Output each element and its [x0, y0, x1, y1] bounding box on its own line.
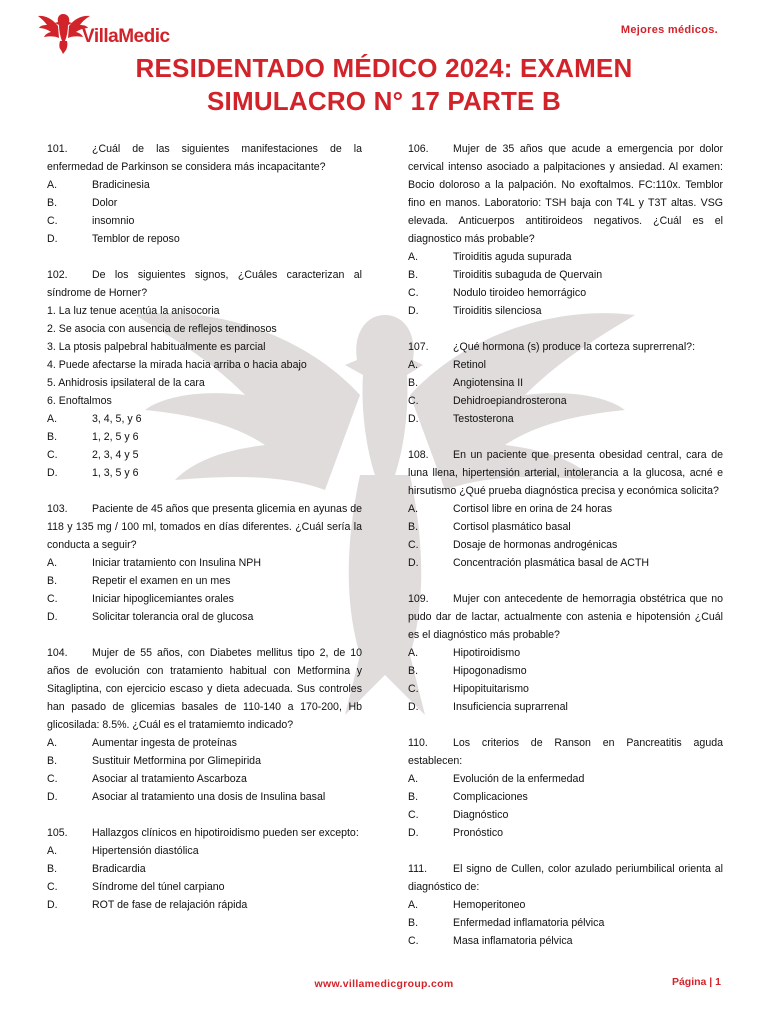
question-104: [47, 644, 362, 806]
option-c[interactable]: [47, 590, 362, 608]
question-text: En un paciente que presenta obesidad central, cara de luna llena, hipertensión arterial, intolerancia a la glucosa, acné e hirsutismo ¿Qué prueba diagnóstica precisa y económica solicita?: [408, 449, 723, 497]
option-letter: D.: [47, 899, 58, 911]
header-tagline: Mejores médicos.: [620, 24, 718, 36]
option-text: Bradicardia: [92, 863, 146, 875]
option-text: Dolor: [92, 197, 118, 209]
question-number: 110.: [408, 737, 428, 749]
option-text: Síndrome del túnel carpiano: [92, 881, 225, 893]
option-b[interactable]: [408, 914, 723, 932]
option-letter: C.: [47, 881, 58, 893]
list-item: 1. La luz tenue acentúa la anisocoria: [47, 305, 220, 317]
option-letter: D.: [47, 791, 58, 803]
option-letter: D.: [47, 611, 58, 623]
option-text: Hipotiroidismo: [453, 647, 521, 659]
option-b[interactable]: [47, 428, 362, 446]
right-column: [408, 140, 723, 968]
question-stem: [47, 644, 362, 734]
option-text: Hemoperitoneo: [453, 899, 526, 911]
option-letter: A.: [408, 503, 419, 515]
option-text: insomnio: [92, 215, 135, 227]
question-stem: [408, 734, 723, 770]
option-letter: C.: [47, 773, 58, 785]
option-letter: A.: [408, 773, 419, 785]
option-text: Tiroiditis silenciosa: [453, 305, 542, 317]
question-text: De los siguientes signos, ¿Cuáles caracterizan al síndrome de Horner?: [47, 269, 362, 299]
option-letter: B.: [47, 755, 58, 767]
option-d[interactable]: [408, 410, 723, 428]
question-number: 109.: [408, 593, 429, 605]
option-c[interactable]: [47, 212, 362, 230]
option-letter: D.: [408, 557, 419, 569]
question-107: [408, 338, 723, 428]
question-stem: [47, 266, 362, 302]
option-text: Nodulo tiroideo hemorrágico: [453, 287, 587, 299]
question-text: Mujer de 55 años, con Diabetes mellitus tipo 2, de 10 años de evolución con tratamiento habitual con Metformina y Sitagliptina, con ejercicio escaso y dieta adecuada. Sus controles han pasado de glicemias basales de 110-140 a 170-200, Hb glicosilada: 8.5%. ¿Cuál es el tratamiemto indicado?: [47, 647, 362, 731]
option-letter: B.: [408, 665, 419, 677]
option-letter: C.: [47, 449, 58, 461]
option-letter: D.: [408, 827, 419, 839]
question-101: [47, 140, 362, 248]
option-letter: B.: [47, 575, 58, 587]
option-d[interactable]: [408, 302, 723, 320]
option-a[interactable]: [408, 356, 723, 374]
question-number: 101.: [47, 143, 68, 155]
option-c[interactable]: [408, 392, 723, 410]
page-header: [0, 0, 768, 50]
option-c[interactable]: [408, 680, 723, 698]
option-letter: B.: [47, 431, 58, 443]
option-text: Tiroiditis aguda supurada: [453, 251, 572, 263]
option-a[interactable]: [47, 554, 362, 572]
question-stem: [47, 500, 362, 554]
option-b[interactable]: [47, 860, 362, 878]
option-letter: C.: [408, 287, 419, 299]
question-text: Mujer con antecedente de hemorragia obstétrica que no pudo dar de lactar, actualmente con astenia e hipotensión ¿Cuál es el diagnóstico más probable?: [408, 593, 723, 641]
option-letter: A.: [408, 251, 419, 263]
title-line-1: RESIDENTADO MÉDICO 2024: EXAMEN: [135, 53, 633, 83]
question-stem: [47, 824, 362, 842]
question-110: [408, 734, 723, 842]
left-column: [47, 140, 362, 932]
footer-url-link[interactable]: www.villamedicgroup.com: [314, 978, 454, 990]
option-d[interactable]: [408, 824, 723, 842]
option-letter: D.: [408, 413, 419, 425]
option-text: Evolución de la enfermedad: [453, 773, 585, 785]
option-letter: A.: [47, 737, 58, 749]
option-letter: C.: [408, 683, 419, 695]
logo-text: VillaMedic: [82, 26, 170, 47]
option-c[interactable]: [47, 446, 362, 464]
option-text: 3, 4, 5, y 6: [92, 413, 142, 425]
option-a[interactable]: [408, 248, 723, 266]
option-text: Dosaje de hormonas androgénicas: [453, 539, 618, 551]
option-letter: C.: [408, 539, 419, 551]
option-text: Insuficiencia suprarrenal: [453, 701, 568, 713]
option-c[interactable]: [47, 770, 362, 788]
question-text: Hallazgos clínicos en hipotiroidismo pueden ser excepto:: [92, 827, 359, 839]
option-letter: D.: [47, 467, 58, 479]
question-text: ¿Cuál de las siguientes manifestaciones de la enfermedad de Parkinson se considera más incapacitante?: [47, 143, 362, 173]
option-letter: B.: [408, 377, 419, 389]
option-letter: C.: [408, 935, 419, 947]
question-number: 103.: [47, 503, 68, 515]
question-103: [47, 500, 362, 626]
question-stem: [408, 446, 723, 500]
question-106: [408, 140, 723, 320]
option-a[interactable]: [408, 770, 723, 788]
option-letter: C.: [408, 809, 419, 821]
question-text: El signo de Cullen, color azulado periumbilical orienta al diagnóstico de:: [408, 863, 723, 893]
option-text: Tiroiditis subaguda de Quervain: [453, 269, 603, 281]
option-letter: A.: [47, 845, 58, 857]
option-c[interactable]: [408, 284, 723, 302]
option-text: Hipogonadismo: [453, 665, 527, 677]
option-a[interactable]: [47, 842, 362, 860]
option-d[interactable]: [47, 896, 362, 914]
option-a[interactable]: [47, 410, 362, 428]
option-text: Angiotensina II: [453, 377, 524, 389]
question-number: 106.: [408, 143, 429, 155]
option-text: Cortisol plasmático basal: [453, 521, 571, 533]
option-text: Dehidroepiandrosterona: [453, 395, 567, 407]
question-text: ¿Qué hormona (s) produce la corteza suprerrenal?:: [453, 341, 696, 353]
question-text: Mujer de 35 años que acude a emergencia por dolor cervical intenso asociado a palpitaciones y ansiedad. Al examen: Bocio doloroso a la palpación. No exoftalmos. FC:110x. Temblor fino en manos. Laboratorio: TSH baja con T4L y T3T altas. VSG elevada. Anticuerpos antitiroideos negativos. ¿Cuál es el diagnostico más probable?: [408, 143, 723, 245]
question-number: 104.: [47, 647, 68, 659]
option-letter: B.: [408, 269, 419, 281]
option-letter: C.: [47, 593, 58, 605]
option-letter: D.: [408, 305, 419, 317]
question-105: [47, 824, 362, 914]
option-text: Enfermedad inflamatoria pélvica: [453, 917, 605, 929]
option-letter: B.: [47, 863, 58, 875]
option-d[interactable]: [47, 608, 362, 626]
option-b[interactable]: [47, 572, 362, 590]
option-c[interactable]: [408, 806, 723, 824]
option-text: Testosterona: [453, 413, 514, 425]
option-a[interactable]: [408, 644, 723, 662]
list-item: 2. Se asocia con ausencia de reflejos tendinosos: [47, 323, 277, 335]
question-number: 107.: [408, 341, 429, 353]
option-letter: C.: [408, 395, 419, 407]
option-text: Hipertensión diastólica: [92, 845, 199, 857]
option-text: Concentración plasmática basal de ACTH: [453, 557, 650, 569]
option-c[interactable]: [408, 536, 723, 554]
option-text: Temblor de reposo: [92, 233, 180, 245]
option-text: Iniciar tratamiento con Insulina NPH: [92, 557, 261, 569]
question-stem: [408, 140, 723, 248]
option-text: 1, 2, 5 y 6: [92, 431, 139, 443]
option-b[interactable]: [408, 662, 723, 680]
option-text: Retinol: [453, 359, 486, 371]
list-item: 3. La ptosis palpebral habitualmente es parcial: [47, 341, 266, 353]
option-text: Hipopituitarismo: [453, 683, 529, 695]
option-letter: A.: [408, 647, 419, 659]
option-text: Diagnóstico: [453, 809, 509, 821]
option-a[interactable]: [47, 734, 362, 752]
question-stem: [408, 860, 723, 896]
option-letter: A.: [47, 557, 58, 569]
option-text: Bradicinesia: [92, 179, 150, 191]
option-b[interactable]: [408, 788, 723, 806]
question-stem: [408, 338, 723, 356]
option-a[interactable]: [47, 176, 362, 194]
option-letter: B.: [408, 917, 419, 929]
option-letter: A.: [47, 179, 58, 191]
option-text: Asociar al tratamiento una dosis de Insulina basal: [92, 791, 326, 803]
option-text: Masa inflamatoria pélvica: [453, 935, 573, 947]
question-stem: [47, 140, 362, 176]
option-letter: C.: [47, 215, 58, 227]
page-title: [0, 52, 768, 118]
option-letter: D.: [408, 701, 419, 713]
option-text: Asociar al tratamiento Ascarboza: [92, 773, 247, 785]
option-a[interactable]: [408, 500, 723, 518]
option-text: Pronóstico: [453, 827, 504, 839]
option-d[interactable]: [47, 464, 362, 482]
option-text: Sustituir Metformina por Glimepirida: [92, 755, 261, 767]
option-letter: D.: [47, 233, 58, 245]
list-item: 5. Anhidrosis ipsilateral de la cara: [47, 377, 205, 389]
option-letter: A.: [408, 899, 419, 911]
question-number: 108.: [408, 449, 429, 461]
option-b[interactable]: [408, 266, 723, 284]
option-text: Complicaciones: [453, 791, 528, 803]
option-letter: B.: [47, 197, 58, 209]
option-letter: A.: [408, 359, 419, 371]
option-b[interactable]: [408, 518, 723, 536]
option-d[interactable]: [408, 554, 723, 572]
option-letter: B.: [408, 521, 419, 533]
question-111: [408, 860, 723, 950]
page-number: Página | 1: [671, 976, 721, 988]
question-102: [47, 266, 362, 482]
option-text: ROT de fase de relajación rápida: [92, 899, 248, 911]
option-b[interactable]: [47, 752, 362, 770]
option-d[interactable]: [408, 698, 723, 716]
question-108: [408, 446, 723, 572]
option-text: Cortisol libre en orina de 24 horas: [453, 503, 612, 515]
question-number: 111.: [408, 863, 428, 875]
option-a[interactable]: [408, 896, 723, 914]
list-item: 6. Enoftalmos: [47, 395, 112, 407]
option-text: Solicitar tolerancia oral de glucosa: [92, 611, 254, 623]
option-d[interactable]: [47, 788, 362, 806]
question-text: Los criterios de Ranson en Pancreatitis aguda establecen:: [408, 737, 723, 767]
option-text: Iniciar hipoglicemiantes orales: [92, 593, 234, 605]
option-c[interactable]: [47, 878, 362, 896]
question-text: Paciente de 45 años que presenta glicemia en ayunas de 118 y 135 mg / 100 ml, tomados en días diferentes. ¿Cuál sería la conducta a seguir?: [47, 503, 362, 551]
option-text: Aumentar ingesta de proteínas: [92, 737, 237, 749]
option-b[interactable]: [408, 374, 723, 392]
option-letter: B.: [408, 791, 419, 803]
option-c[interactable]: [408, 932, 723, 950]
option-letter: A.: [47, 413, 58, 425]
list-item: 4. Puede afectarse la mirada hacia arriba o hacia abajo: [47, 359, 307, 371]
question-stem: [408, 590, 723, 644]
title-line-2: SIMULACRO N° 17 PARTE B: [207, 86, 561, 116]
option-b[interactable]: [47, 194, 362, 212]
option-d[interactable]: [47, 230, 362, 248]
option-text: 1, 3, 5 y 6: [92, 467, 139, 479]
question-number: 105.: [47, 827, 68, 839]
question-109: [408, 590, 723, 716]
option-text: 2, 3, 4 y 5: [92, 449, 139, 461]
question-number: 102.: [47, 269, 68, 281]
option-text: Repetir el examen en un mes: [92, 575, 231, 587]
